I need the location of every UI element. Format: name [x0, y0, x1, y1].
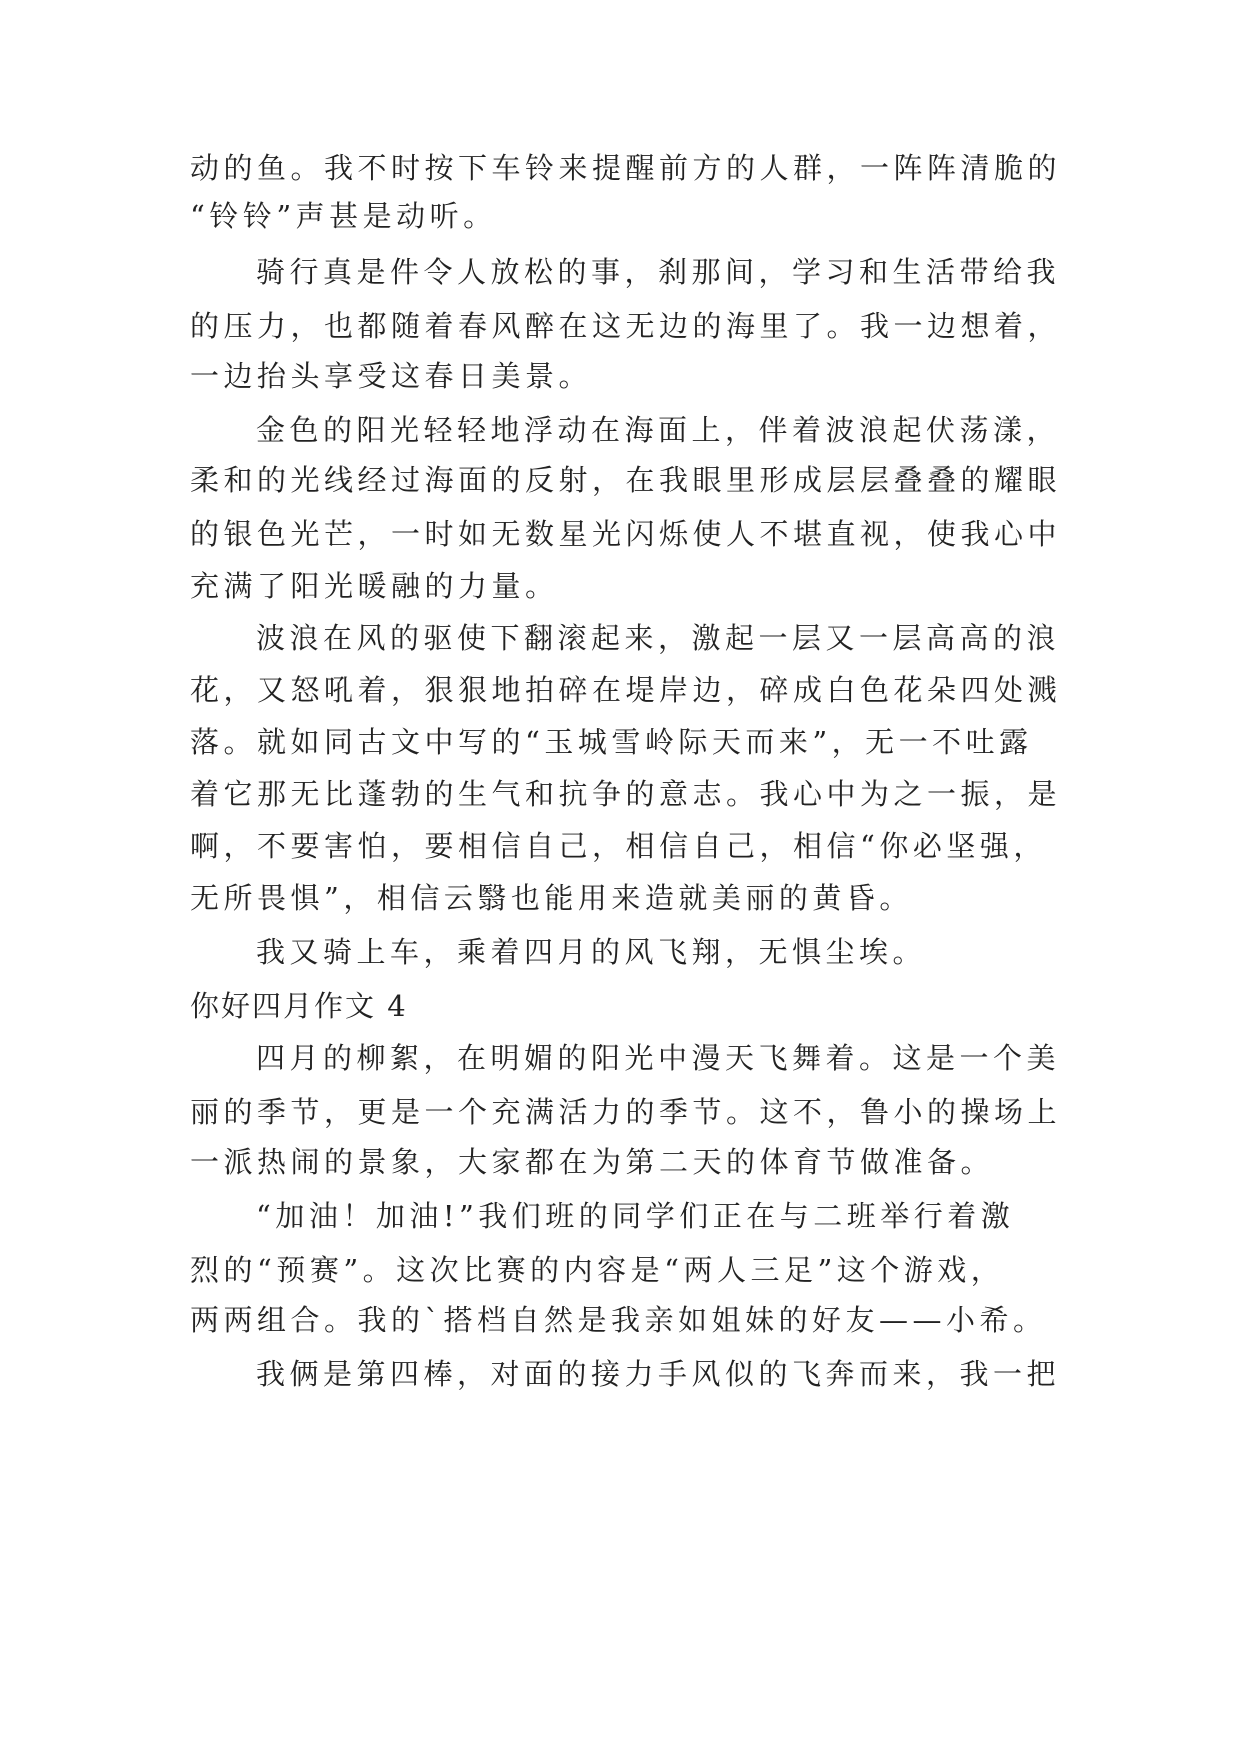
text-line: 丽的季节，更是一个充满活力的季节。这不，鲁小的操场上 [190, 1095, 1062, 1129]
text-line: 柔和的光线经过海面的反射，在我眼里形成层层叠叠的耀眼 [190, 463, 1062, 497]
paragraph-start: 金色的阳光轻轻地浮动在海面上，伴着波浪起伏荡漾， [256, 413, 1061, 447]
section-heading: 你好四月作文 4 [190, 989, 408, 1023]
text-line: 的银色光芒，一时如无数星光闪烁使人不堪直视，使我心中 [190, 517, 1062, 551]
paragraph-start: “加油！加油!”我们班的同学们正在与二班举行着激 [256, 1199, 1015, 1233]
text-line: 无所畏惧”，相信云翳也能用来造就美丽的黄昏。 [190, 881, 913, 915]
paragraph-start: 波浪在风的驱使下翻滚起来，激起一层又一层高高的浪 [256, 621, 1061, 655]
text-line: 一派热闹的景象，大家都在为第二天的体育节做准备。 [190, 1145, 995, 1179]
paragraph-start: 四月的柳絮，在明媚的阳光中漫天飞舞着。这是一个美 [256, 1041, 1061, 1075]
text-line: “铃铃”声甚是动听。 [190, 199, 497, 233]
text-line: 花，又怒吼着，狠狠地拍碎在堤岸边，碎成白色花朵四处溅 [190, 673, 1062, 707]
text-line: 啊，不要害怕，要相信自己，相信自己，相信“你必坚强， [190, 829, 1047, 863]
text-line: 着它那无比蓬勃的生气和抗争的意志。我心中为之一振，是 [190, 777, 1062, 811]
text-line: 落。就如同古文中写的“玉城雪岭际天而来”，无一不吐露 [190, 725, 1033, 759]
paragraph-start: 骑行真是件令人放松的事，刹那间，学习和生活带给我 [256, 255, 1061, 289]
paragraph-start: 我俩是第四棒，对面的接力手风似的飞奔而来，我一把 [256, 1357, 1061, 1391]
text-line: 充满了阳光暖融的力量。 [190, 569, 559, 603]
text-line: 两两组合。我的`搭档自然是我亲如姐妹的好友——小希。 [190, 1303, 1047, 1337]
text-line: 的压力，也都随着春风醉在这无边的海里了。我一边想着， [190, 309, 1062, 343]
text-line: 烈的“预赛”。这次比赛的内容是“两人三足”这个游戏， [190, 1253, 1005, 1287]
text-line: 一边抬头享受这春日美景。 [190, 359, 593, 393]
paragraph-start: 我又骑上车，乘着四月的风飞翔，无惧尘埃。 [256, 935, 927, 969]
text-line: 动的鱼。我不时按下车铃来提醒前方的人群，一阵阵清脆的 [190, 151, 1062, 185]
